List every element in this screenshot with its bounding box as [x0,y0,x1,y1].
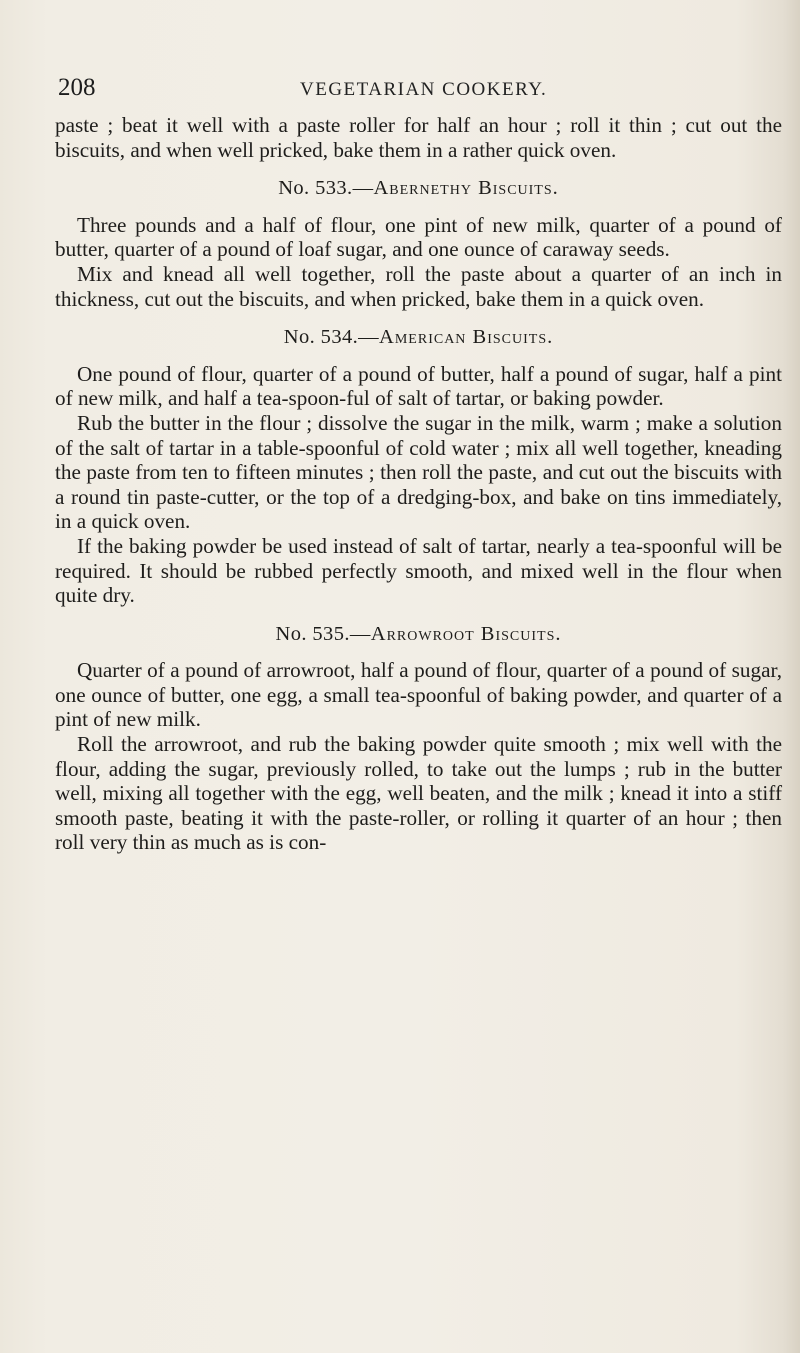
body-text [55,113,782,855]
recipe-method: Roll the arrowroot, and rub the baking powder quite smooth ; mix well with the flour, adding the sugar, previously rolled, to take out the lumps ; rub in the butter well, mixing all together with the egg, well beaten, and the milk ; knead it into a stiff smooth paste, beating it with the paste-roller, or rolling it quarter of an hour ; then roll very thin as much as is con- [55,732,782,855]
recipe-title: Arrowroot Biscuits. [370,622,562,645]
recipe-number: No. 535.— [275,622,371,645]
recipe-heading-533 [55,176,782,201]
recipe-title: Abernethy Biscuits. [373,177,559,200]
recipe-method: Rub the butter in the flour ; dissolve the sugar in the milk, warm ; make a solution of the salt of tartar in a table-spoonful of cold water ; mix all well together, kneading the paste from ten to fifteen minutes ; then roll the paste, and cut out the biscuits with a round tin paste-cutter, or the top of a dredging-box, and bake on tins immediately, in a quick oven. [55,410,782,534]
recipe-number: No. 534.— [283,326,380,349]
recipe-ingredients: Quarter of a pound of arrowroot, half a pound of flour, quarter of a pound of sugar, one ounce of butter, one egg, a small tea-spoonful of baking powder, and quarter of a pint of new milk. [55,658,782,732]
recipe-method: Mix and knead all well together, roll the paste about a quarter of an inch in thickness, cut out the biscuits, and when pricked, bake them in a quick oven. [55,261,782,311]
recipe-heading-535 [55,622,782,647]
recipe-heading-534 [55,325,782,350]
recipe-title: American Biscuits. [379,326,554,349]
recipe-note: If the baking powder be used instead of salt of tartar, nearly a tea-spoonful will be required. It should be rubbed perfectly smooth, and mixed well in the flour when quite dry. [55,533,782,608]
recipe-ingredients: One pound of flour, quarter of a pound of butter, half a pound of sugar, half a pint of new milk, and half a tea-spoon-ful of salt of tartar, or baking powder. [55,361,782,411]
running-title: VEGETARIAN COOKERY. [300,79,548,100]
recipe-number: No. 533.— [278,177,374,200]
intro-paragraph: paste ; beat it well with a paste roller for half an hour ; roll it thin ; cut out the biscuits, and when well pricked, bake them in a rather quick oven. [55,113,782,162]
page-number: 208 [58,74,96,101]
recipe-ingredients: Three pounds and a half of flour, one pint of new milk, quarter of a pound of butter, quarter of a pound of loaf sugar, and one ounce of caraway seeds. [55,212,782,262]
running-head [0,74,800,110]
